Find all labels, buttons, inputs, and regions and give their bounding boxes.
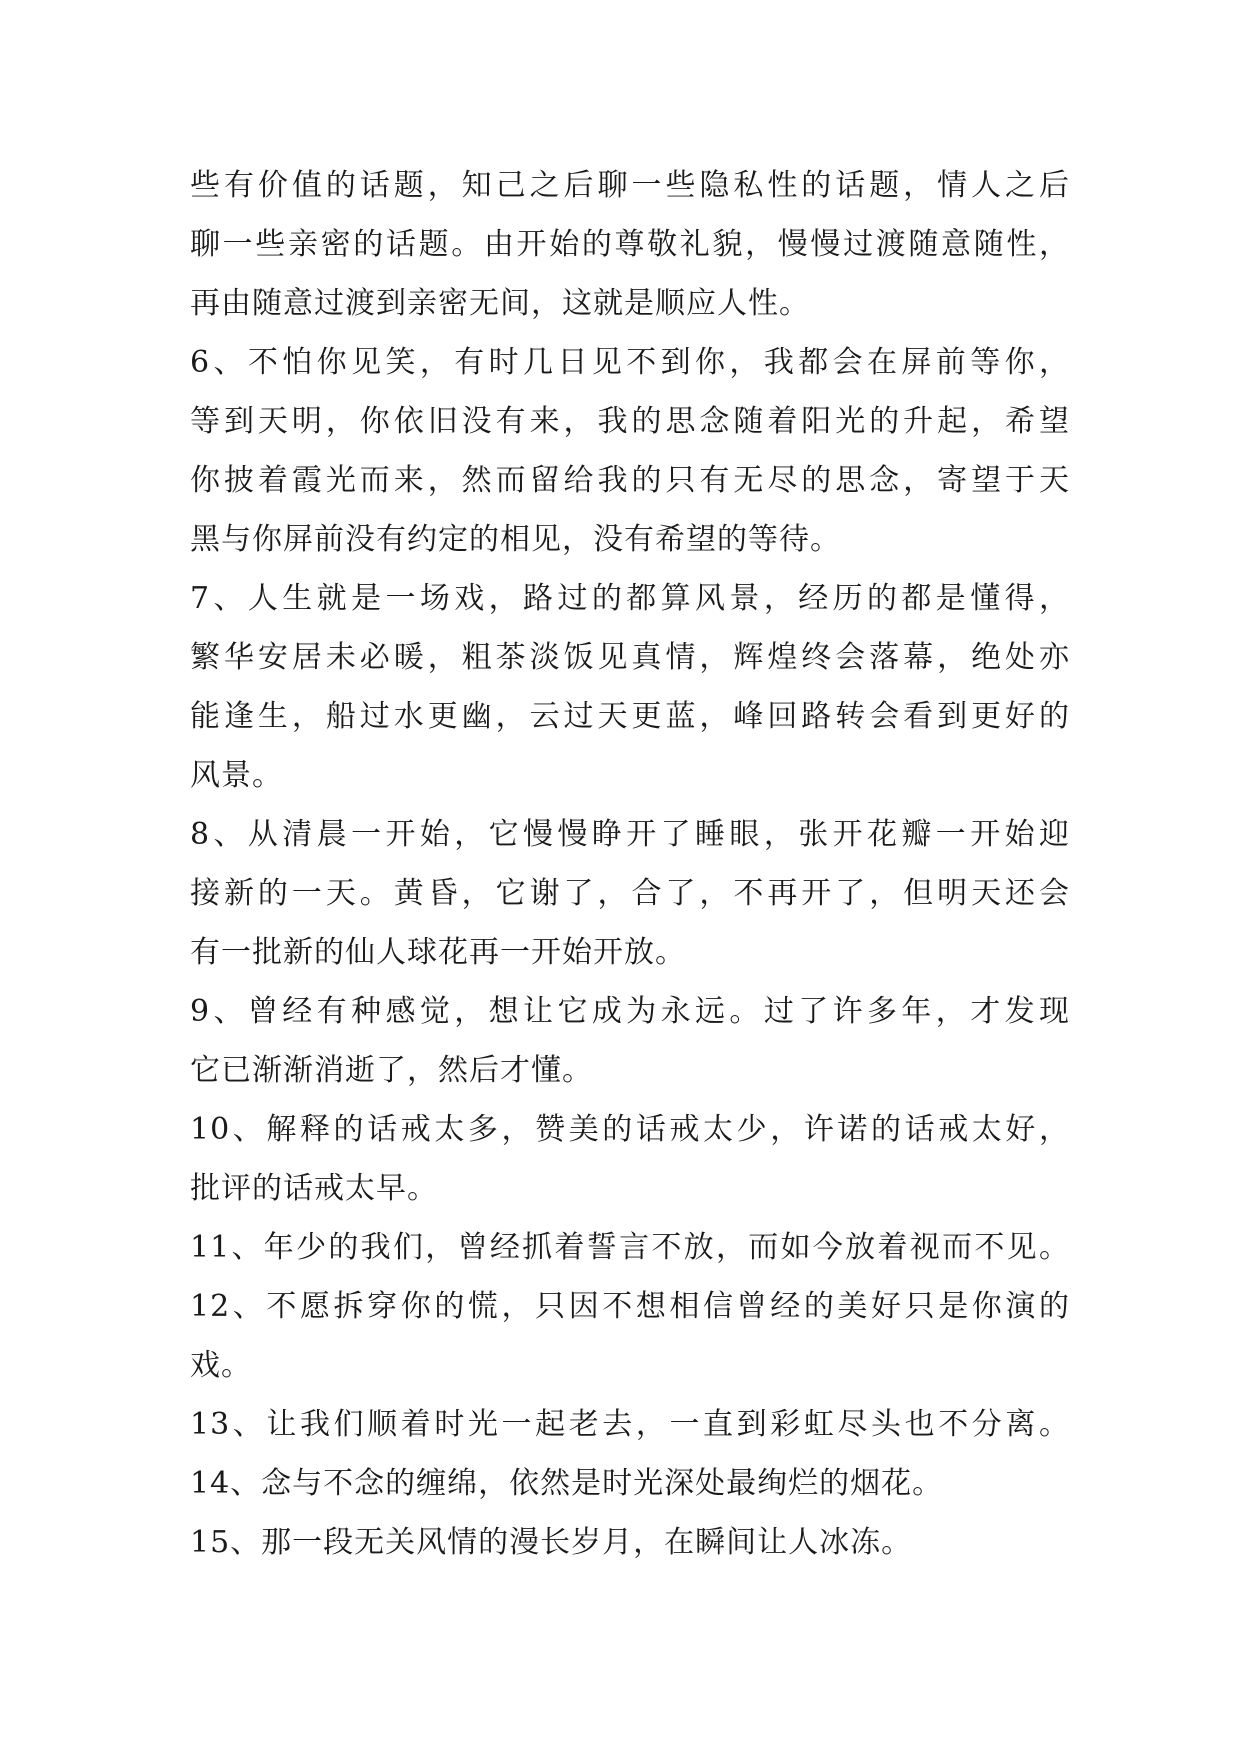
- text-line: 戏。: [190, 1348, 252, 1383]
- text-line: 15、那一段无关风情的漫长岁月，在瞬间让人冰冻。: [190, 1525, 913, 1560]
- text-line: 繁华安居未必暖，粗茶淡饭见真情，辉煌终会落幕，绝处亦: [190, 640, 1070, 675]
- text-line: 10、解释的话戒太多，赞美的话戒太少，许诺的话戒太好，: [190, 1112, 1070, 1147]
- text-line: 再由随意过渡到亲密无间，这就是顺应人性。: [190, 286, 810, 321]
- text-line: 等到天明，你依旧没有来，我的思念随着阳光的升起，希望: [190, 404, 1070, 439]
- text-line: 接新的一天。黄昏，它谢了，合了，不再开了，但明天还会: [190, 876, 1070, 911]
- text-line: 能逢生，船过水更幽，云过天更蓝，峰回路转会看到更好的: [190, 699, 1070, 734]
- text-line: 14、念与不念的缠绵，依然是时光深处最绚烂的烟花。: [190, 1466, 944, 1501]
- text-line: 批评的话戒太早。: [190, 1171, 438, 1206]
- text-line: 你披着霞光而来，然而留给我的只有无尽的思念，寄望于天: [190, 463, 1070, 498]
- text-line: 13、让我们顺着时光一起老去，一直到彩虹尽头也不分离。: [190, 1407, 1070, 1442]
- text-line: 11、年少的我们，曾经抓着誓言不放，而如今放着视而不见。: [190, 1230, 1070, 1265]
- document-body: [190, 156, 1070, 1572]
- text-line: 有一批新的仙人球花再一开始开放。: [190, 935, 686, 970]
- text-line: 12、不愿拆穿你的慌，只因不想相信曾经的美好只是你演的: [190, 1289, 1070, 1324]
- text-line: 聊一些亲密的话题。由开始的尊敬礼貌，慢慢过渡随意随性，: [190, 227, 1070, 262]
- text-line: 它已渐渐消逝了，然后才懂。: [190, 1053, 593, 1088]
- text-line: 些有价值的话题，知己之后聊一些隐私性的话题，情人之后: [190, 168, 1070, 203]
- text-line: 黑与你屏前没有约定的相见，没有希望的等待。: [190, 522, 841, 557]
- text-line: 6、不怕你见笑，有时几日见不到你，我都会在屏前等你，: [190, 345, 1070, 380]
- text-line: 风景。: [190, 758, 283, 793]
- text-line: 8、从清晨一开始，它慢慢睁开了睡眼，张开花瓣一开始迎: [190, 817, 1070, 852]
- text-line: 7、人生就是一场戏，路过的都算风景，经历的都是懂得，: [190, 581, 1070, 616]
- text-line: 9、曾经有种感觉，想让它成为永远。过了许多年，才发现: [190, 994, 1070, 1029]
